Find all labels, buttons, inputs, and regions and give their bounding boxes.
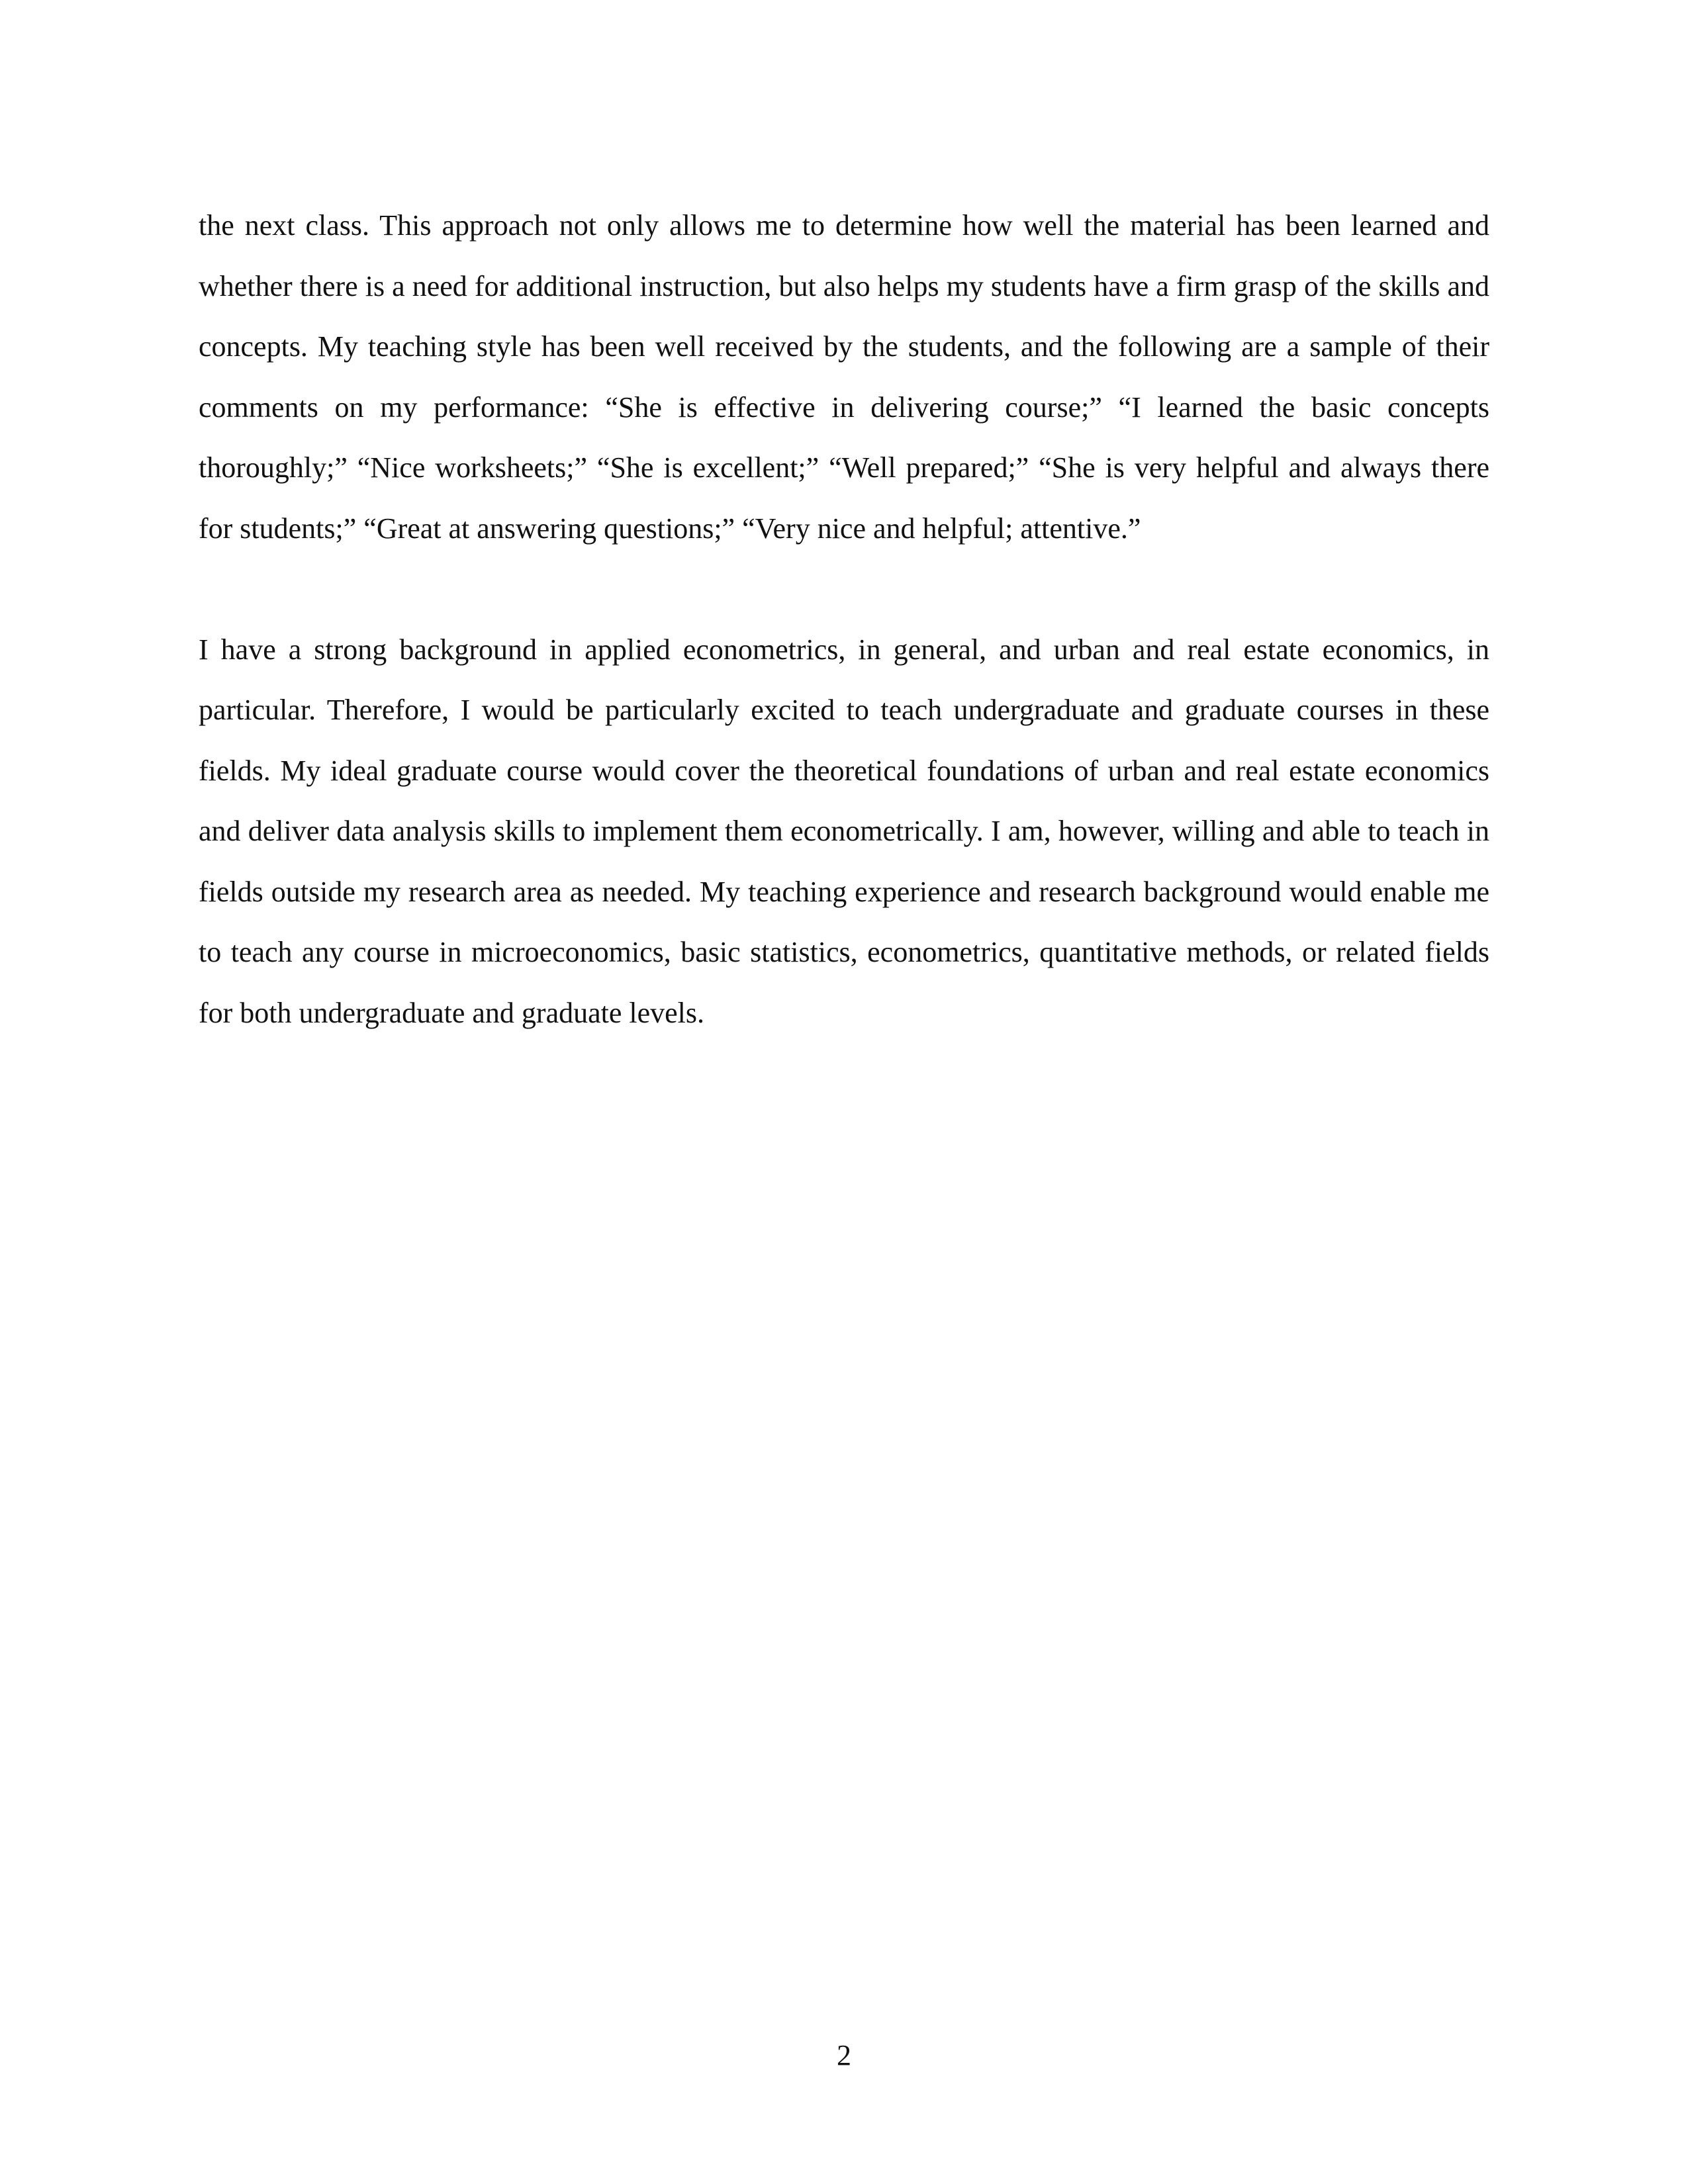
paragraph-teaching-feedback: the next class. This approach not only allows me to determine how well the material has been learned and whether there is a need for additional instruction, but also helps my students have a firm grasp of the skills and concepts. My teaching style has been well received by the students, and the following are a sample of their comments on my performance: “She is effective in delivering course;” “I learned the basic concepts thoroughly;” “Nice worksheets;” “She is excellent;” “Well prepared;” “She is very helpful and always there for students;” “Great at answering questions;” “Very nice and helpful; attentive.” xyxy=(199,209,1489,545)
page-number: 2 xyxy=(837,2039,851,2071)
paragraph-teaching-interests: I have a strong background in applied econometrics, in general, and urban and real estate economics, in particular. Therefore, I would be particularly excited to teach undergraduate and graduate courses in these fields. My ideal graduate course would cover the theoretical foundations of urban and real estate economics and deliver data analysis skills to implement them econometrically. I am, however, willing and able to teach in fields outside my research area as needed. My teaching experience and research background would enable me to teach any course in microeconomics, basic statistics, econometrics, quantitative methods, or related fields for both undergraduate and graduate levels. xyxy=(199,633,1489,1029)
body-text xyxy=(199,195,1489,1043)
